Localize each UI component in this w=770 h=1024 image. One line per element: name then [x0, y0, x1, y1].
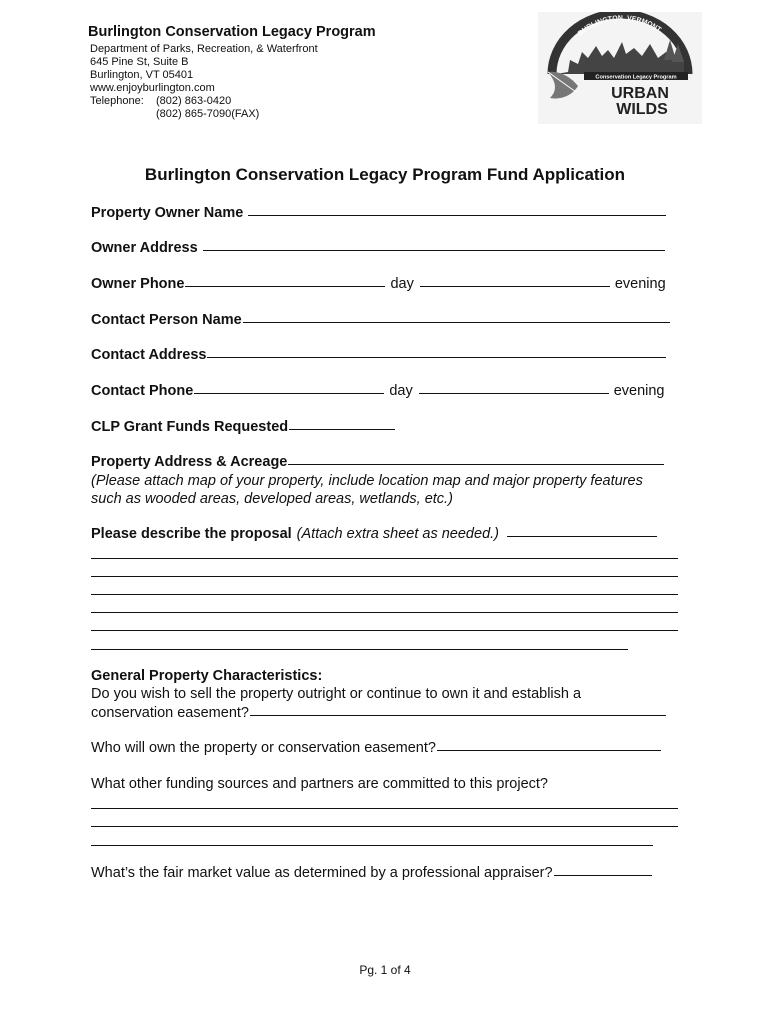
describe-proposal-line-5[interactable]: [91, 612, 678, 613]
department: Department of Parks, Recreation, & Waterfront: [90, 43, 318, 55]
describe-proposal-row: [91, 526, 658, 542]
sell-or-easement-question-line-2: conservation easement?: [91, 705, 249, 721]
general-characteristics-heading: General Property Characteristics:: [91, 668, 323, 684]
sell-or-easement-row: [91, 705, 667, 721]
contact-address-row: [91, 347, 667, 363]
property-note-line-2: such as wooded areas, developed areas, wetlands, etc.): [91, 491, 453, 507]
contact-phone-evening-field[interactable]: [419, 392, 609, 394]
property-note-line-1: (Please attach map of your property, include location map and major property features: [91, 473, 643, 489]
owner-address-label: Owner Address: [91, 240, 198, 256]
telephone-label: Telephone:: [90, 95, 144, 107]
contact-phone-day-field[interactable]: [194, 392, 384, 394]
form-title: Burlington Conservation Legacy Program Fund Application: [144, 165, 626, 184]
owner-address-field[interactable]: [203, 249, 665, 251]
property-owner-name-field[interactable]: [248, 214, 666, 216]
fair-market-value-question: What’s the fair market value as determined by a professional appraiser?: [91, 865, 553, 881]
urban-wilds-logo: [538, 12, 702, 124]
sell-or-easement-field[interactable]: [250, 714, 666, 716]
owner-phone-label: Owner Phone: [91, 276, 185, 292]
contact-person-name-row: [91, 312, 671, 328]
fax-number: (802) 865-7090(FAX): [156, 108, 260, 120]
page-number: Pg. 1 of 4: [359, 963, 411, 977]
website: www.enjoyburlington.com: [90, 82, 215, 94]
owner-phone-evening-label: evening: [614, 276, 666, 292]
contact-person-name-label: Contact Person Name: [91, 312, 242, 328]
property-address-field[interactable]: [288, 463, 664, 465]
describe-proposal-label: Please describe the proposal: [91, 526, 292, 542]
owner-phone-row: [91, 276, 666, 292]
contact-address-label: Contact Address: [91, 347, 207, 363]
clp-grant-label: CLP Grant Funds Requested: [91, 419, 289, 435]
logo-word-wilds: WILDS: [616, 101, 668, 118]
funding-sources-question: What other funding sources and partners are committed to this project?: [91, 776, 548, 792]
who-will-own-field[interactable]: [437, 749, 661, 751]
contact-phone-row: [91, 383, 665, 399]
owner-address-row: [91, 240, 666, 256]
who-will-own-question: Who will own the property or conservation easement?: [91, 740, 436, 756]
owner-phone-day-label: day: [390, 276, 414, 292]
funding-sources-line-1[interactable]: [91, 808, 678, 809]
contact-phone-day-label: day: [389, 383, 413, 399]
street-address: 645 Pine St, Suite B: [90, 56, 189, 68]
organization-name: Burlington Conservation Legacy Program: [88, 24, 376, 40]
fair-market-value-field[interactable]: [554, 874, 652, 876]
property-owner-name-row: [91, 205, 667, 221]
logo-arc-text: BURLINGTON, VERMONT: [576, 14, 663, 38]
clp-grant-field[interactable]: [289, 428, 395, 430]
clp-grant-row: [91, 419, 396, 435]
telephone-number: (802) 863-0420: [156, 95, 232, 107]
contact-address-field[interactable]: [207, 356, 666, 358]
owner-phone-evening-field[interactable]: [420, 285, 610, 287]
describe-proposal-line-4[interactable]: [91, 594, 678, 595]
describe-proposal-line-3[interactable]: [91, 576, 678, 577]
contact-phone-label: Contact Phone: [91, 383, 194, 399]
contact-person-name-field[interactable]: [243, 321, 670, 323]
describe-proposal-line-6[interactable]: [91, 630, 678, 631]
sell-or-easement-question-line-1: Do you wish to sell the property outright or continue to own it and establish a: [91, 686, 582, 702]
property-owner-name-label: Property Owner Name: [91, 205, 244, 221]
funding-sources-line-2[interactable]: [91, 826, 678, 827]
property-address-label: Property Address & Acreage: [91, 454, 288, 470]
describe-proposal-line-7[interactable]: [91, 649, 628, 650]
describe-proposal-field-1[interactable]: [507, 535, 657, 537]
property-address-row: [91, 454, 665, 470]
funding-sources-line-3[interactable]: [91, 845, 653, 846]
contact-phone-evening-label: evening: [613, 383, 665, 399]
fair-market-value-row: [91, 865, 653, 881]
describe-proposal-line-2[interactable]: [91, 558, 678, 559]
logo-word-urban: URBAN: [611, 85, 669, 102]
who-will-own-row: [91, 740, 662, 756]
logo-program-text: Conservation Legacy Program: [595, 74, 677, 81]
owner-phone-day-field[interactable]: [185, 285, 385, 287]
city-address: Burlington, VT 05401: [90, 69, 194, 81]
describe-proposal-note: (Attach extra sheet as needed.): [296, 526, 499, 542]
